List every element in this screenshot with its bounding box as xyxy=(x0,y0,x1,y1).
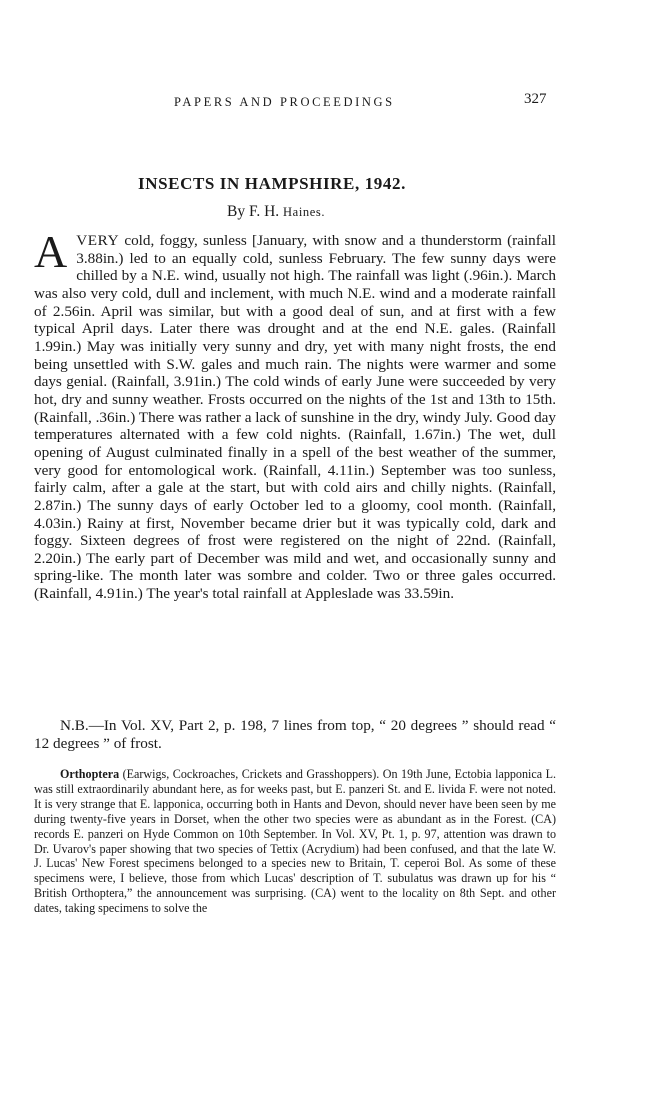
nb-note-text: N.B.—In Vol. XV, Part 2, p. 198, 7 lines from top, “ 20 degrees ” should read “ 12 degrees ” of frost. xyxy=(34,717,556,752)
page-number: 327 xyxy=(524,91,547,107)
orthoptera-section xyxy=(34,767,556,916)
running-head: PAPERS AND PROCEEDINGS xyxy=(174,95,395,109)
weather-paragraph xyxy=(34,226,556,603)
byline-surname: Haines. xyxy=(283,205,326,219)
orthoptera-paragraph xyxy=(34,767,556,916)
byline xyxy=(227,203,325,221)
weather-summary xyxy=(34,226,556,603)
drop-cap: A xyxy=(34,226,68,277)
lead-caps: VERY xyxy=(76,232,120,249)
byline-prefix: By F. H. xyxy=(227,203,284,220)
section-heading: Orthoptera xyxy=(60,767,120,781)
article-title: INSECTS IN HAMPSHIRE, 1942. xyxy=(138,174,406,193)
section-text: (Earwigs, Cockroaches, Crickets and Grasshoppers). On 19th June, Ectobia lapponica L. was still extraordinarily abundant here, as for weeks past, but E. panzeri St. and E. livida F. were not noted. It is very strange that E. lapponica, occurring both in Hants and Devon, should never have been seen by me during twenty-five years in Dorset, when the other two species were as abundant as in the Forest. (CA) records E. panzeri on Hyde Common on 10th September. In Vol. XV, Pt. 1, p. 97, attention was drawn to Dr. Uvarov's paper showing that two species of Tettix (Acrydium) had been confused, and that the late W. J. Lucas' New Forest specimens belonged to a species new to Britain, T. ceperoi Bol. As some of these specimens were, I believe, those from which Lucas' description of T. subulatus was drawn up for his “ British Orthoptera,” the announcement was surprising. (CA) went to the locality on 8th Sept. and other dates, taking specimens to solve the xyxy=(34,767,556,916)
weather-text: cold, foggy, sunless [January, with snow and a thunderstorm (rainfall 3.88in.) led to an equally cold, sunless February. The few sunny days were chilled by a N.E. wind, usually not high. The rainfall was light (.96in.). March was also very cold, dull and inclement, with much N.E. wind and a moderate rainfall of 2.56in. April was similar, but with a good deal of sun, and at first with a few typical April days. Later there was drought and at the end N.E. gales. (Rainfall 1.99in.) May was initially very sunny and dry, yet with many night frosts, the end being unsettled with S.W. gales and much rain. The nights were warmer and some days genial. (Rainfall, 3.91in.) The cold winds of early June were succeeded by very hot, dry and sunny weather. Frosts occurred on the nights of the 1st and 13th to 15th. (Rainfall, .36in.) There was rather a lack of sunshine in the dry, windy July. Good day temperatures alternated with a few cold nights. (Rainfall, 1.67in.) The wet, dull opening of August culminated finally in a spell of the best weather of the summer, very good for entomological work. (Rainfall, 4.11in.) September was too sunless, fairly calm, after a gale at the start, but with cold airs and chilly nights. (Rainfall, 2.87in.) The sunny days of early October led to a gloomy, cool month. (Rainfall, 4.03in.) Rainy at first, November became drier but it was typically cold, dark and foggy. Sixteen degrees of frost were registered on the night of 22nd. (Rainfall, 2.20in.) The early part of December was mild and wet, and occasionally sunny and spring-like. The month later was sombre and colder. Two or three gales occurred. (Rainfall, 4.91in.) The year's total rainfall at Appleslade was 33.59in. xyxy=(34,232,556,603)
nb-note xyxy=(34,717,556,753)
